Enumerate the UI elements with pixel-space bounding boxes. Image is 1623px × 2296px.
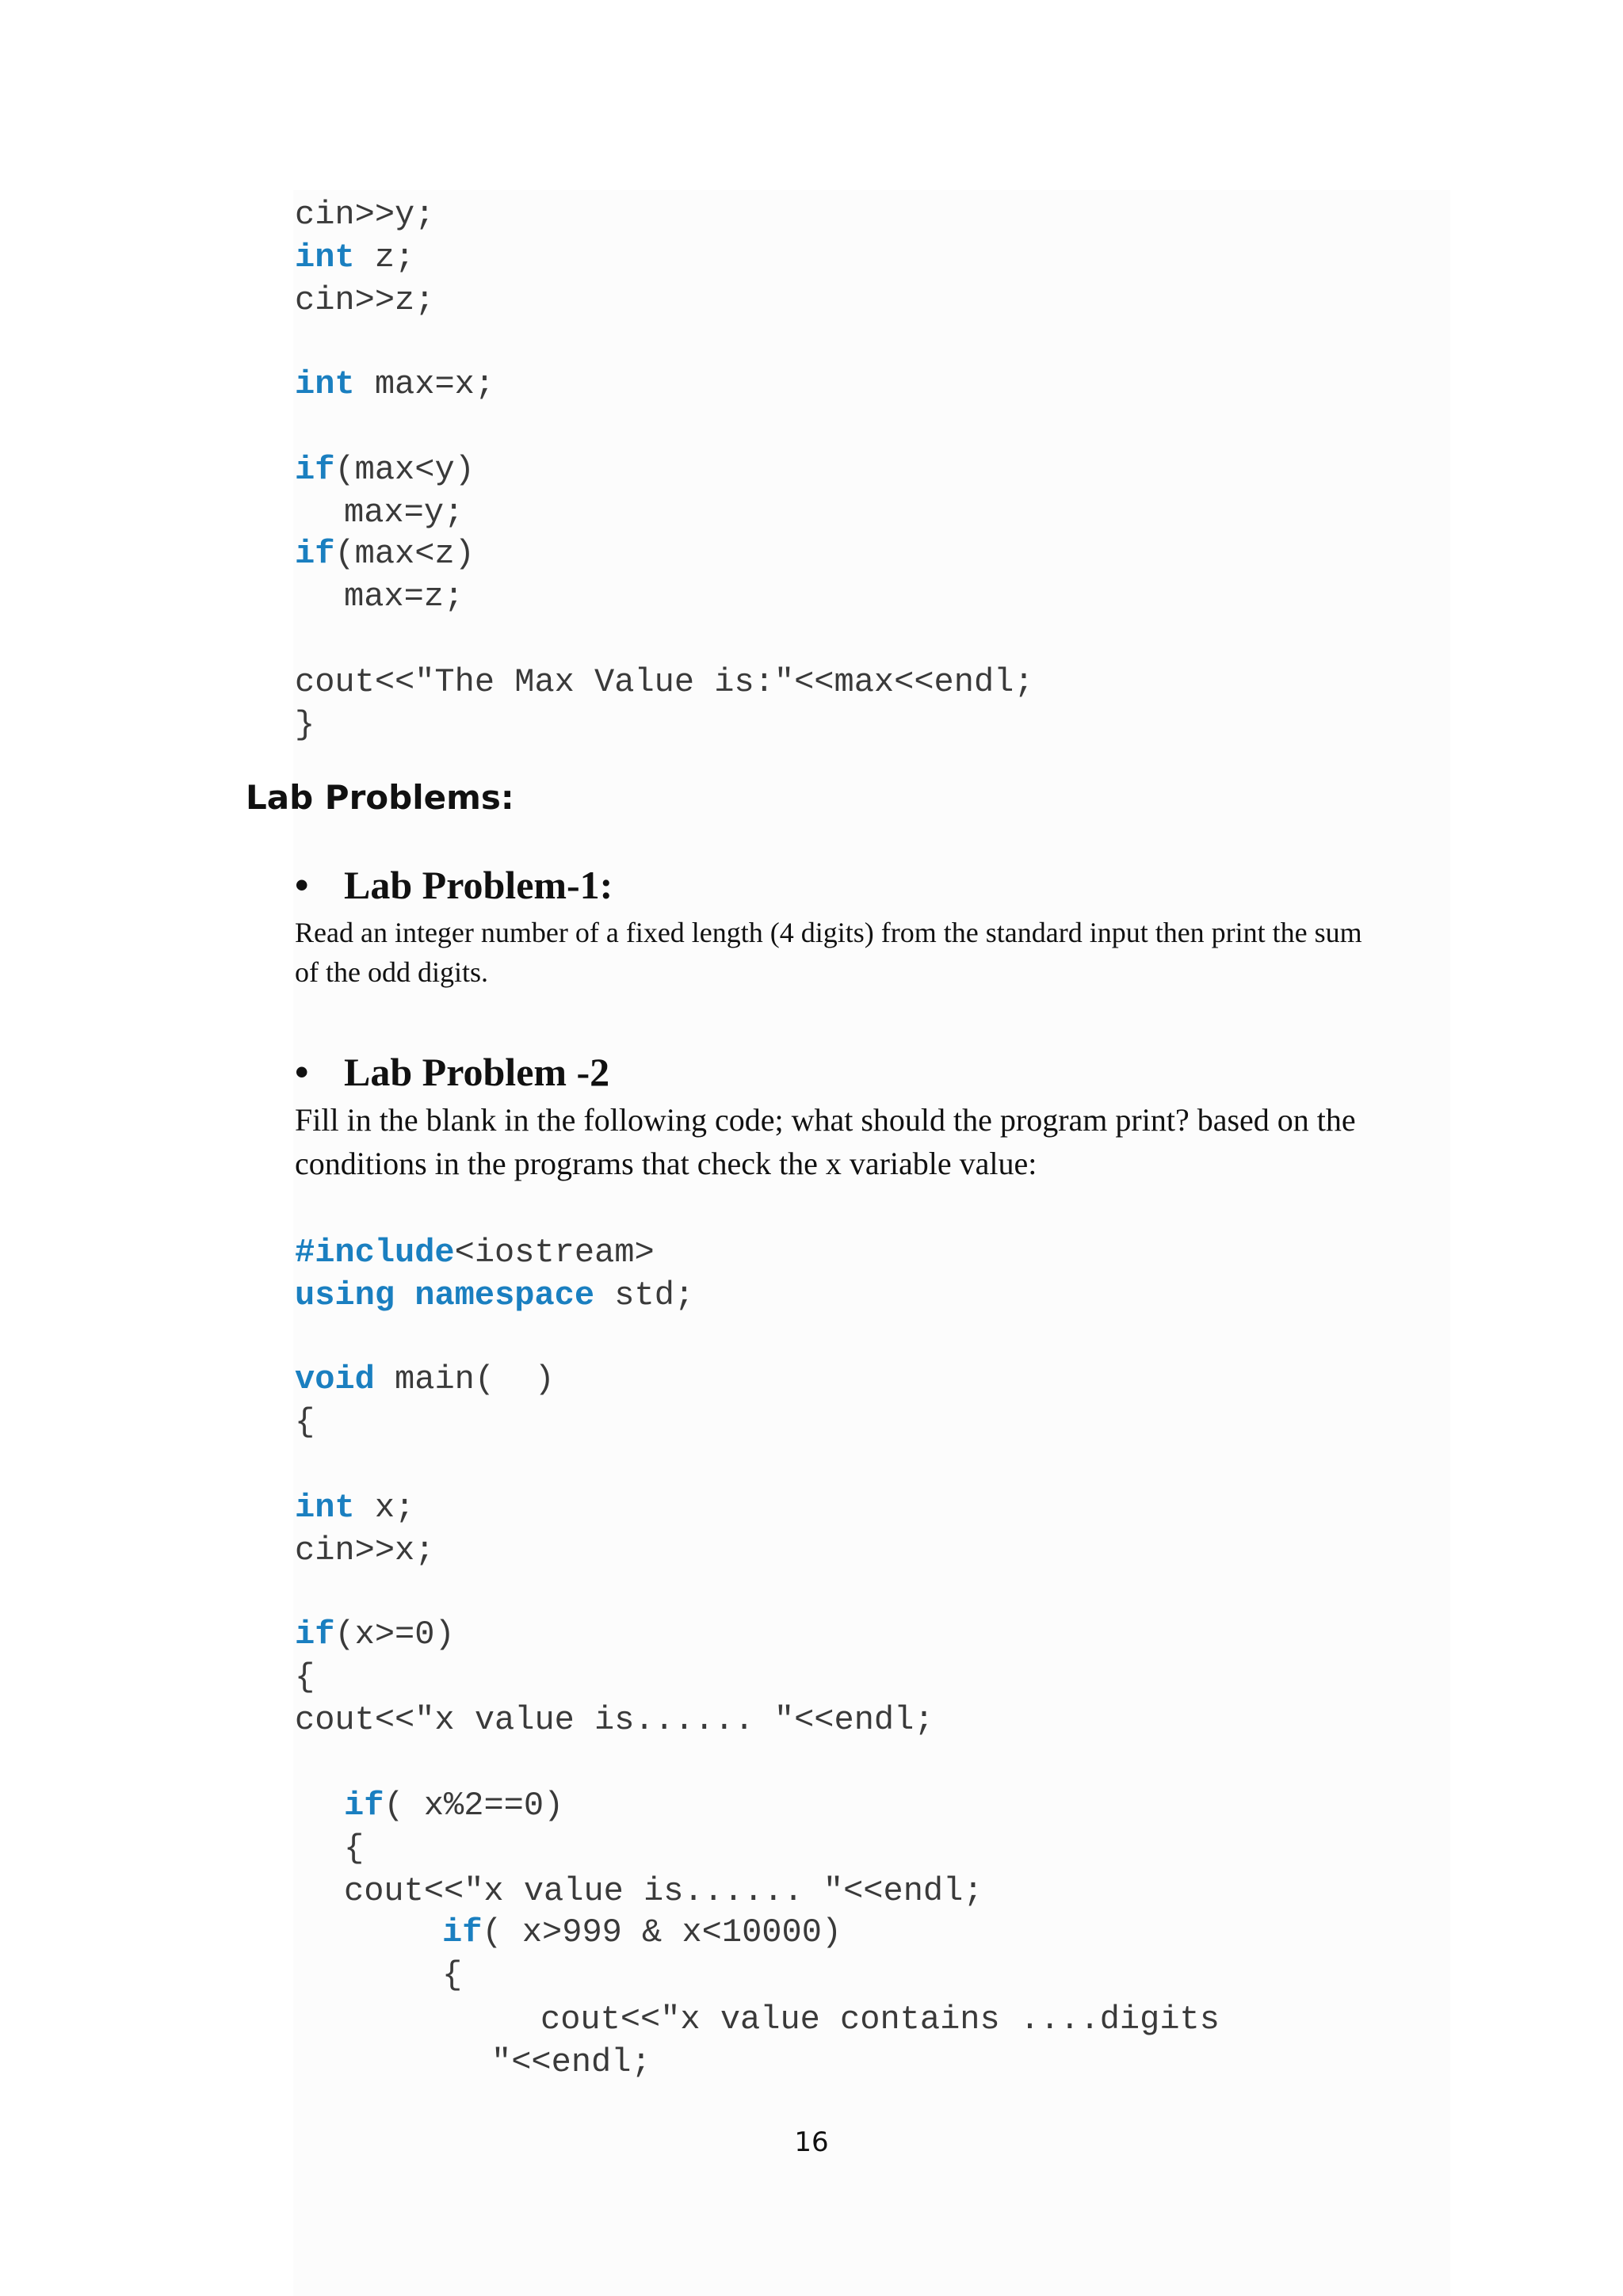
code-line: cin>>x; — [295, 1531, 435, 1569]
code-line — [295, 1233, 655, 1272]
problem-1-heading — [295, 862, 613, 908]
code-line — [295, 1488, 414, 1527]
code-line: { — [295, 1403, 315, 1441]
code-line: { — [344, 1829, 365, 1867]
code-line — [295, 1276, 694, 1315]
keyword: void — [295, 1360, 375, 1398]
keyword: if — [344, 1787, 384, 1825]
code-text: (max<y) — [334, 451, 475, 489]
bullet-icon: • — [295, 863, 309, 907]
code-line: "<<endl; — [491, 2043, 651, 2081]
keyword: using — [295, 1276, 395, 1314]
code-line — [442, 1913, 842, 1952]
code-text: std; — [594, 1276, 695, 1314]
code-line: } — [295, 706, 315, 744]
code-line — [295, 450, 475, 490]
code-text: ( x>999 & x<10000) — [482, 1913, 842, 1951]
code-line — [344, 1786, 563, 1825]
code-line: cin>>y; — [295, 196, 435, 234]
code-line: cout<<"The Max Value is:"<<max<<endl; — [295, 663, 1034, 701]
keyword: if — [295, 535, 335, 573]
keyword: int — [295, 238, 355, 277]
bullet-icon: • — [295, 1050, 309, 1094]
code-line — [295, 1360, 555, 1399]
code-line: { — [295, 1658, 315, 1696]
problem-2-title: Lab Problem -2 — [344, 1050, 610, 1094]
code-text: (max<z) — [334, 535, 475, 573]
code-text: z; — [354, 238, 415, 277]
problem-1-description: Read an integer number of a fixed length (4 digits) from the standard input then print the sum of the odd digits. — [295, 917, 1362, 988]
keyword: namespace — [414, 1276, 595, 1314]
code-line — [295, 534, 475, 574]
code-text: ( x%2==0) — [384, 1787, 564, 1825]
problem-2-heading — [295, 1049, 609, 1095]
code-line — [295, 364, 495, 404]
code-line: cout<<"x value is...... "<<endl; — [344, 1872, 983, 1910]
keyword: int — [295, 365, 355, 403]
code-text: max=x; — [354, 365, 495, 403]
code-line: max=y; — [344, 494, 464, 532]
keyword: if — [442, 1913, 483, 1951]
keyword: #include — [295, 1234, 455, 1272]
code-line — [295, 1615, 455, 1654]
code-line — [295, 238, 414, 277]
keyword: if — [295, 1615, 335, 1653]
problem-1-title: Lab Problem-1: — [344, 863, 613, 907]
code-line: cout<<"x value contains ....digits — [540, 2000, 1220, 2039]
code-text: <iostream> — [454, 1234, 655, 1272]
code-text: x; — [354, 1489, 415, 1527]
code-line: max=z; — [344, 578, 464, 616]
keyword: if — [295, 451, 335, 489]
code-line: { — [442, 1956, 463, 1994]
code-text: main( ) — [374, 1360, 555, 1398]
code-line: cin>>z; — [295, 281, 435, 319]
section-heading: Lab Problems: — [246, 778, 514, 817]
problem-2-description: Fill in the blank in the following code; what should the program print? based on the conditions in the programs that check the x variable value: — [295, 1102, 1356, 1181]
code-text: (x>=0) — [334, 1615, 455, 1653]
page-number: 16 — [794, 2126, 829, 2158]
code-line: cout<<"x value is...... "<<endl; — [295, 1701, 934, 1739]
keyword: int — [295, 1489, 355, 1527]
